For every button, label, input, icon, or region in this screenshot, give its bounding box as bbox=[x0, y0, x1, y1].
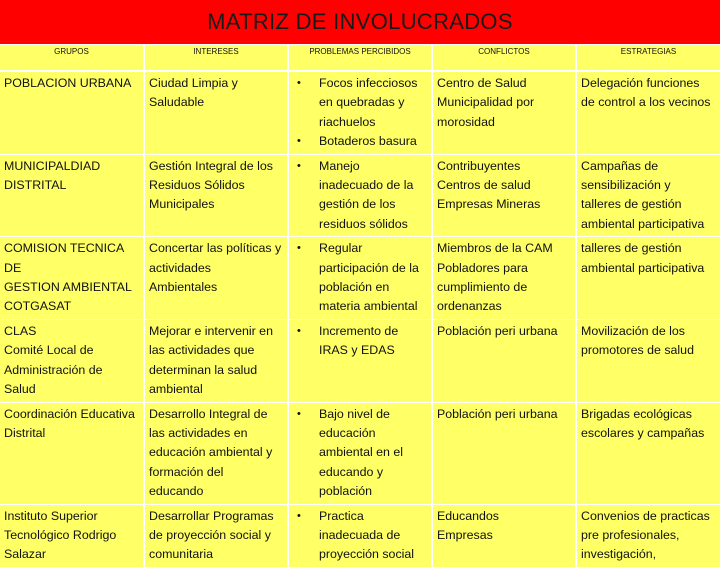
cell-grupo-line: Tecnológico Rodrigo bbox=[4, 527, 117, 542]
problem-item bbox=[293, 132, 427, 151]
cell-interes-line: comunitaria bbox=[149, 547, 214, 562]
cell-grupo bbox=[0, 154, 144, 237]
cell-estrategia-line: ambiental participativa bbox=[581, 260, 705, 275]
cell-conflicto-line: Miembros de la CAM bbox=[437, 241, 553, 256]
cell-interes-line: Desarrollo Integral de bbox=[149, 406, 268, 421]
cell-conflicto bbox=[432, 237, 576, 320]
bullet-icon: • bbox=[297, 135, 301, 148]
matrix-body bbox=[0, 71, 720, 567]
cell-estrategia-line: escolares y campañas bbox=[581, 425, 705, 440]
cell-estrategia-line: Convenios de practicas bbox=[581, 508, 710, 523]
cell-grupo-line: Salazar bbox=[4, 547, 47, 562]
problem-line: inadecuada de bbox=[319, 527, 401, 542]
cell-interes-line: Ambientales bbox=[149, 280, 218, 295]
cell-conflicto bbox=[432, 504, 576, 567]
cell-grupo-line: COMISION TECNICA DE bbox=[4, 241, 124, 275]
cell-interes-line: de proyección social y bbox=[149, 527, 271, 542]
cell-grupo bbox=[0, 319, 144, 402]
table-row bbox=[0, 237, 720, 320]
cell-conflicto-line: Centros de salud bbox=[437, 178, 531, 193]
table-row bbox=[0, 504, 720, 567]
problem-item bbox=[293, 507, 427, 565]
problem-line: población en bbox=[319, 280, 390, 295]
problem-item bbox=[293, 322, 427, 361]
cell-interes-line: Saludable bbox=[149, 95, 205, 110]
problem-line: proyección social bbox=[319, 547, 415, 562]
cell-estrategia-line: promotores de salud bbox=[581, 343, 694, 358]
bullet-icon: • bbox=[297, 159, 301, 172]
table-row bbox=[0, 402, 720, 504]
cell-estrategia-line: Brigadas ecológicas bbox=[581, 406, 692, 421]
cell-conflicto bbox=[432, 402, 576, 504]
cell-grupo bbox=[0, 402, 144, 504]
cell-conflicto-line: Municipalidad por bbox=[437, 95, 535, 110]
table-row bbox=[0, 319, 720, 402]
cell-interes bbox=[144, 237, 288, 320]
cell-estrategia-line: Movilización de los bbox=[581, 323, 685, 338]
cell-conflicto-line: Población peri urbana bbox=[437, 406, 558, 421]
bullet-icon: • bbox=[297, 324, 301, 337]
cell-interes bbox=[144, 402, 288, 504]
bullet-icon: • bbox=[297, 407, 301, 420]
problem-list bbox=[293, 74, 427, 152]
title-bar bbox=[0, 0, 720, 44]
problem-line: Bajo nivel de bbox=[319, 406, 390, 421]
problem-line: en quebradas y bbox=[319, 95, 405, 110]
cell-grupo-line: Instituto Superior bbox=[4, 508, 98, 523]
problem-list bbox=[293, 507, 427, 565]
cell-estrategia bbox=[576, 504, 720, 567]
problem-line: población bbox=[319, 484, 373, 499]
bullet-icon: • bbox=[297, 77, 301, 89]
header-problemas: PROBLEMAS PERCIBIDOS bbox=[288, 45, 432, 72]
problem-line: Regular bbox=[319, 241, 363, 256]
problem-line: IRAS y EDAS bbox=[319, 343, 395, 358]
cell-interes-line: educación ambiental y bbox=[149, 445, 273, 460]
cell-conflicto-line: Educandos bbox=[437, 508, 500, 523]
cell-estrategia bbox=[576, 237, 720, 320]
problem-line: inadecuado de la bbox=[319, 178, 414, 193]
bullet-icon: • bbox=[297, 242, 301, 255]
cell-grupo-line: Administración de bbox=[4, 362, 103, 377]
cell-interes-line: las actividades que bbox=[149, 343, 255, 358]
cell-interes-line: Concertar las políticas y bbox=[149, 241, 282, 256]
cell-grupo-line: Coordinación Educativa bbox=[4, 406, 135, 421]
cell-grupo-line: COTGASAT bbox=[4, 299, 72, 314]
cell-problemas bbox=[288, 402, 432, 504]
cell-interes-line: Mejorar e intervenir en bbox=[149, 323, 273, 338]
table-row bbox=[0, 154, 720, 237]
cell-conflicto bbox=[432, 71, 576, 154]
problem-line: materia ambiental bbox=[319, 299, 418, 314]
problem-line: residuos sólidos bbox=[319, 216, 408, 231]
problem-line: participación de la bbox=[319, 260, 419, 275]
cell-interes-line: formación del bbox=[149, 464, 224, 479]
header-conflictos: CONFLICTOS bbox=[432, 45, 576, 72]
problem-line: Manejo bbox=[319, 158, 360, 173]
cell-grupo-line: DISTRITAL bbox=[4, 178, 67, 193]
cell-estrategia bbox=[576, 71, 720, 154]
cell-problemas bbox=[288, 504, 432, 567]
cell-grupo-line: Distrital bbox=[4, 425, 46, 440]
problem-line: Focos infecciosos bbox=[319, 76, 418, 90]
problem-list bbox=[293, 322, 427, 361]
cell-estrategia bbox=[576, 319, 720, 402]
problem-item bbox=[293, 239, 427, 317]
cell-problemas bbox=[288, 154, 432, 237]
cell-problemas bbox=[288, 71, 432, 154]
cell-conflicto-line: Pobladores para bbox=[437, 260, 528, 275]
cell-estrategia bbox=[576, 154, 720, 237]
cell-estrategia-line: sensibilización y bbox=[581, 178, 671, 193]
problem-line: educando y bbox=[319, 464, 384, 479]
cell-estrategia-line: ambiental participativa bbox=[581, 216, 705, 231]
cell-conflicto-line: Centro de Salud bbox=[437, 76, 527, 90]
header-row bbox=[0, 45, 720, 72]
cell-interes-line: determinan la salud bbox=[149, 362, 258, 377]
bullet-icon: • bbox=[297, 509, 301, 522]
problem-item bbox=[293, 157, 427, 235]
cell-grupo-line: POBLACION URBANA bbox=[4, 76, 132, 90]
cell-conflicto bbox=[432, 154, 576, 237]
table-row bbox=[0, 71, 720, 154]
problem-line: Incremento de bbox=[319, 323, 399, 338]
problem-item bbox=[293, 405, 427, 502]
cell-grupo-line: MUNICIPALDIAD bbox=[4, 158, 101, 173]
cell-interes-line: Desarrollar Programas bbox=[149, 508, 274, 523]
cell-problemas bbox=[288, 237, 432, 320]
cell-interes-line: las actividades en bbox=[149, 425, 248, 440]
problem-line: gestión de los bbox=[319, 197, 396, 212]
cell-estrategia-line: de control a los vecinos bbox=[581, 95, 711, 110]
cell-interes-line: Gestión Integral de los bbox=[149, 158, 273, 173]
cell-interes-line: actividades bbox=[149, 260, 211, 275]
problem-line: riachuelos bbox=[319, 114, 376, 129]
cell-interes bbox=[144, 154, 288, 237]
cell-estrategia-line: talleres de gestión bbox=[581, 241, 682, 256]
cell-grupo bbox=[0, 504, 144, 567]
cell-interes-line: Ciudad Limpia y bbox=[149, 76, 238, 90]
cell-problemas bbox=[288, 319, 432, 402]
problem-line: Botaderos basura bbox=[319, 134, 417, 149]
cell-conflicto-line: Población peri urbana bbox=[437, 323, 558, 338]
problem-list bbox=[293, 405, 427, 502]
cell-conflicto-line: Empresas bbox=[437, 527, 493, 542]
problem-item bbox=[293, 74, 427, 132]
cell-grupo bbox=[0, 237, 144, 320]
cell-interes-line: educando bbox=[149, 484, 204, 499]
cell-grupo-line: CLAS bbox=[4, 323, 37, 338]
cell-grupo bbox=[0, 71, 144, 154]
cell-grupo-line: Comité Local de bbox=[4, 343, 94, 358]
cell-estrategia-line: investigación, bbox=[581, 547, 657, 562]
problem-line: educación bbox=[319, 425, 376, 440]
cell-estrategia bbox=[576, 402, 720, 504]
cell-conflicto-line: Empresas Mineras bbox=[437, 197, 541, 212]
cell-estrategia-line: Delegación funciones bbox=[581, 76, 700, 90]
cell-interes-line: ambiental bbox=[149, 382, 203, 397]
header-estrategias: ESTRATEGIAS bbox=[576, 45, 720, 72]
cell-conflicto-line: morosidad bbox=[437, 114, 495, 129]
cell-conflicto-line: cumplimiento de bbox=[437, 280, 528, 295]
problem-list bbox=[293, 239, 427, 317]
stakeholder-matrix-table bbox=[0, 44, 720, 567]
cell-conflicto bbox=[432, 319, 576, 402]
cell-interes bbox=[144, 319, 288, 402]
cell-estrategia-line: pre profesionales, bbox=[581, 527, 680, 542]
cell-interes-line: Residuos Sólidos bbox=[149, 178, 245, 193]
header-intereses: INTERESES bbox=[144, 45, 288, 72]
cell-interes-line: Municipales bbox=[149, 197, 215, 212]
problem-line: ambiental en el bbox=[319, 445, 404, 460]
cell-conflicto-line: ordenanzas bbox=[437, 299, 502, 314]
page-title: MATRIZ DE INVOLUCRADOS bbox=[207, 9, 513, 34]
cell-estrategia-line: talleres de gestión bbox=[581, 197, 682, 212]
cell-interes bbox=[144, 504, 288, 567]
cell-estrategia-line: Campañas de bbox=[581, 158, 659, 173]
cell-conflicto-line: Contribuyentes bbox=[437, 158, 521, 173]
cell-interes bbox=[144, 71, 288, 154]
header-grupos: GRUPOS bbox=[0, 45, 144, 72]
problem-line: Practica bbox=[319, 508, 364, 523]
cell-grupo-line: Salud bbox=[4, 382, 36, 397]
cell-grupo-line: GESTION AMBIENTAL bbox=[4, 280, 132, 295]
problem-list bbox=[293, 157, 427, 235]
